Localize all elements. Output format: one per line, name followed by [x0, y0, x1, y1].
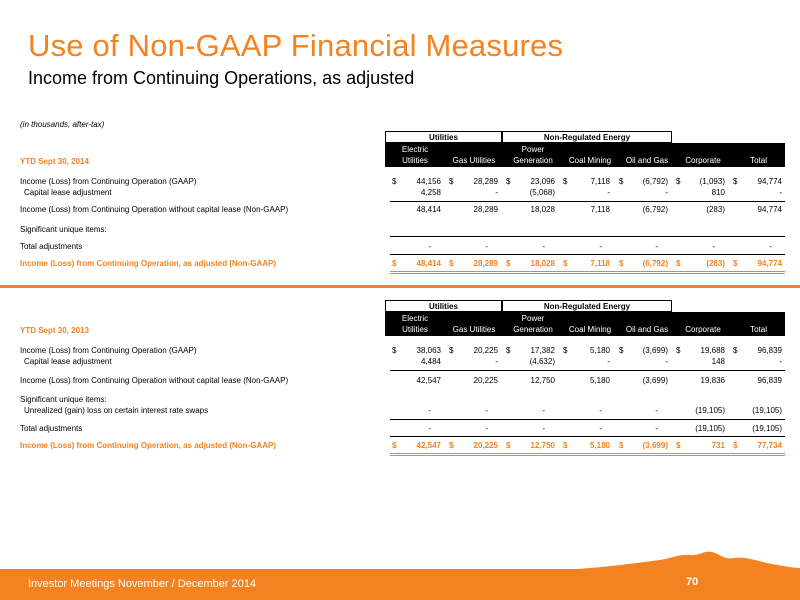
cell-gas: -: [485, 406, 488, 415]
cell-oil: (6,792): [642, 259, 668, 268]
cell-corporate: 810: [711, 188, 725, 197]
dollar-sign: $: [563, 259, 568, 268]
row-label: Capital lease adjustment: [24, 357, 112, 366]
total-double-underline: [390, 271, 785, 272]
cell-power: 17,382: [530, 346, 555, 355]
group-header-utilities: Utilities: [385, 300, 502, 312]
col-header-oil: Oil and Gas: [625, 325, 669, 334]
col-header-power-1: Power: [521, 145, 545, 154]
cell-total: 94,774: [757, 259, 782, 268]
group-header-non-regulated: Non-Regulated Energy: [502, 300, 672, 312]
cell-corporate: 148: [711, 357, 725, 366]
cell-gas: -: [485, 242, 488, 251]
cell-coal: 5,180: [589, 376, 610, 385]
row-label: Significant unique items:: [20, 395, 107, 404]
dollar-sign: $: [563, 441, 568, 450]
subtotal-underline: [390, 370, 785, 371]
col-header-oil: Oil and Gas: [625, 156, 669, 165]
cell-power: (4,632): [529, 357, 555, 366]
mountain-silhouette: [0, 540, 800, 572]
cell-coal: -: [607, 357, 610, 366]
dollar-sign: $: [392, 346, 397, 355]
dollar-sign: $: [506, 346, 511, 355]
dollar-sign: $: [676, 177, 681, 186]
col-header-total: Total: [750, 156, 767, 165]
cell-power: -: [542, 424, 545, 433]
dollar-sign: $: [563, 346, 568, 355]
page-subtitle: Income from Continuing Operations, as adjusted: [28, 68, 415, 88]
row-label: Total adjustments: [20, 424, 83, 433]
cell-total: (19,105): [752, 406, 782, 415]
cell-coal: 5,180: [589, 441, 610, 450]
total-double-underline: [390, 453, 785, 454]
cell-power: 18,028: [530, 259, 555, 268]
row-label: Capital lease adjustment: [24, 188, 112, 197]
cell-electric: 48,414: [416, 205, 441, 214]
cell-coal: 7,118: [590, 177, 610, 186]
col-header-gas: Gas Utilities: [452, 325, 496, 334]
cell-corporate: 731: [711, 441, 725, 450]
cell-gas: -: [495, 357, 498, 366]
subtotal-underline: [390, 201, 785, 202]
dollar-sign: $: [392, 441, 397, 450]
footer-text: Investor Meetings November / December 2014: [28, 578, 257, 590]
col-header-electric-2: Utilities: [402, 325, 428, 334]
cell-oil: -: [655, 406, 658, 415]
subtotal-underline: [390, 236, 785, 237]
dollar-sign: $: [733, 441, 738, 450]
col-header-coal: Coal Mining: [568, 156, 612, 165]
page-number: 70: [686, 576, 699, 588]
period-label: YTD Sept 30, 2013: [20, 326, 89, 335]
cell-corporate: (1,093): [699, 177, 725, 186]
section-divider: [0, 285, 800, 288]
cell-corporate: 19,836: [700, 376, 725, 385]
dollar-sign: $: [563, 177, 568, 186]
cell-corporate: (19,105): [695, 406, 725, 415]
cell-corporate: (283): [706, 259, 725, 268]
cell-power: 12,750: [530, 441, 555, 450]
cell-electric: 4,484: [420, 357, 441, 366]
dollar-sign: $: [506, 259, 511, 268]
col-header-power-2: Generation: [513, 156, 553, 165]
cell-electric: 42,547: [416, 376, 441, 385]
cell-power: 23,096: [530, 177, 555, 186]
dollar-sign: $: [676, 346, 681, 355]
row-label: Income (Loss) from Continuing Operation without capital lease (Non-GAAP): [20, 376, 289, 385]
dollar-sign: $: [619, 441, 624, 450]
cell-power: -: [542, 406, 545, 415]
cell-gas: 20,225: [473, 441, 498, 450]
cell-total: -: [769, 242, 772, 251]
cell-gas: 28,289: [473, 177, 498, 186]
cell-gas: -: [485, 424, 488, 433]
cell-electric: 4,258: [420, 188, 441, 197]
cell-total: -: [779, 357, 782, 366]
cell-gas: 28,289: [473, 259, 498, 268]
col-header-corporate: Corporate: [685, 325, 721, 334]
col-header-total: Total: [750, 325, 767, 334]
cell-gas: 20,225: [473, 346, 498, 355]
dollar-sign: $: [506, 177, 511, 186]
total-double-underline: [390, 455, 785, 456]
cell-electric: -: [428, 242, 431, 251]
column-header-bar: [385, 312, 785, 336]
col-header-corporate: Corporate: [685, 156, 721, 165]
row-label: Income (Loss) from Continuing Operation (GAAP): [20, 346, 197, 355]
group-header-utilities: Utilities: [385, 131, 502, 143]
cell-oil: (3,699): [642, 441, 668, 450]
cell-coal: -: [599, 406, 602, 415]
cell-coal: -: [599, 424, 602, 433]
row-label: Income (Loss) from Continuing Operation without capital lease (Non-GAAP): [20, 205, 289, 214]
cell-electric: -: [428, 406, 431, 415]
dollar-sign: $: [619, 259, 624, 268]
cell-electric: 48,414: [416, 259, 441, 268]
cell-coal: 5,180: [589, 346, 610, 355]
row-label: Total adjustments: [20, 242, 83, 251]
dollar-sign: $: [392, 259, 397, 268]
column-header-bar: [385, 143, 785, 167]
cell-gas: 28,289: [473, 205, 498, 214]
col-header-power-1: Power: [521, 314, 545, 323]
dollar-sign: $: [449, 441, 454, 450]
cell-oil: (6,792): [642, 205, 668, 214]
cell-total: 96,839: [757, 376, 782, 385]
row-label: Income (Loss) from Continuing Operation, as adjusted (Non-GAAP): [20, 441, 277, 450]
col-header-electric-2: Utilities: [402, 156, 428, 165]
dollar-sign: $: [676, 259, 681, 268]
col-header-electric-1: Electric: [401, 314, 429, 323]
cell-power: -: [542, 242, 545, 251]
cell-coal: 7,118: [590, 205, 610, 214]
cell-gas: 20,225: [473, 376, 498, 385]
dollar-sign: $: [733, 346, 738, 355]
cell-electric: 44,156: [416, 177, 441, 186]
units-note: (in thousands, after-tax): [20, 120, 105, 129]
col-header-coal: Coal Mining: [568, 325, 612, 334]
cell-electric: -: [428, 424, 431, 433]
cell-total: -: [779, 188, 782, 197]
cell-oil: -: [655, 242, 658, 251]
cell-total: 94,774: [757, 177, 782, 186]
total-double-underline: [390, 273, 785, 274]
cell-corporate: 19,688: [700, 346, 725, 355]
cell-oil: -: [655, 424, 658, 433]
cell-corporate: (19,105): [695, 424, 725, 433]
cell-gas: -: [495, 188, 498, 197]
row-label: Income (Loss) from Continuing Operation, as adjusted (Non-GAAP): [20, 259, 277, 268]
cell-oil: -: [665, 357, 668, 366]
dollar-sign: $: [506, 441, 511, 450]
cell-total: 77,734: [757, 441, 782, 450]
period-label: YTD Sept 30, 2014: [20, 157, 89, 166]
subtotal-underline: [390, 419, 785, 420]
cell-power: 18,028: [530, 205, 555, 214]
col-header-electric-1: Electric: [401, 145, 429, 154]
dollar-sign: $: [733, 259, 738, 268]
dollar-sign: $: [449, 177, 454, 186]
cell-total: 94,774: [757, 205, 782, 214]
subtotal-underline: [390, 254, 785, 255]
cell-electric: 42,547: [416, 441, 441, 450]
row-label: Significant unique items:: [20, 225, 107, 234]
dollar-sign: $: [676, 441, 681, 450]
cell-power: 12,750: [530, 376, 555, 385]
col-header-power-2: Generation: [513, 325, 553, 334]
subtotal-underline: [390, 436, 785, 437]
cell-electric: 38,063: [416, 346, 441, 355]
cell-total: (19,105): [752, 424, 782, 433]
page-title: Use of Non-GAAP Financial Measures: [28, 28, 564, 63]
group-header-non-regulated: Non-Regulated Energy: [502, 131, 672, 143]
cell-coal: -: [607, 188, 610, 197]
dollar-sign: $: [733, 177, 738, 186]
cell-total: 96,839: [757, 346, 782, 355]
dollar-sign: $: [619, 177, 624, 186]
dollar-sign: $: [392, 177, 397, 186]
cell-power: (5,068): [529, 188, 555, 197]
row-label: Unrealized (gain) loss on certain interest rate swaps: [24, 406, 209, 415]
cell-oil: (3,699): [642, 376, 668, 385]
cell-coal: 7,118: [590, 259, 610, 268]
cell-corporate: (283): [706, 205, 725, 214]
cell-oil: (6,792): [642, 177, 668, 186]
dollar-sign: $: [619, 346, 624, 355]
footer-bar: [0, 569, 800, 600]
cell-corporate: -: [712, 242, 715, 251]
cell-coal: -: [599, 242, 602, 251]
row-label: Income (Loss) from Continuing Operation (GAAP): [20, 177, 197, 186]
dollar-sign: $: [449, 259, 454, 268]
cell-oil: (3,699): [642, 346, 668, 355]
cell-oil: -: [665, 188, 668, 197]
col-header-gas: Gas Utilities: [452, 156, 496, 165]
dollar-sign: $: [449, 346, 454, 355]
